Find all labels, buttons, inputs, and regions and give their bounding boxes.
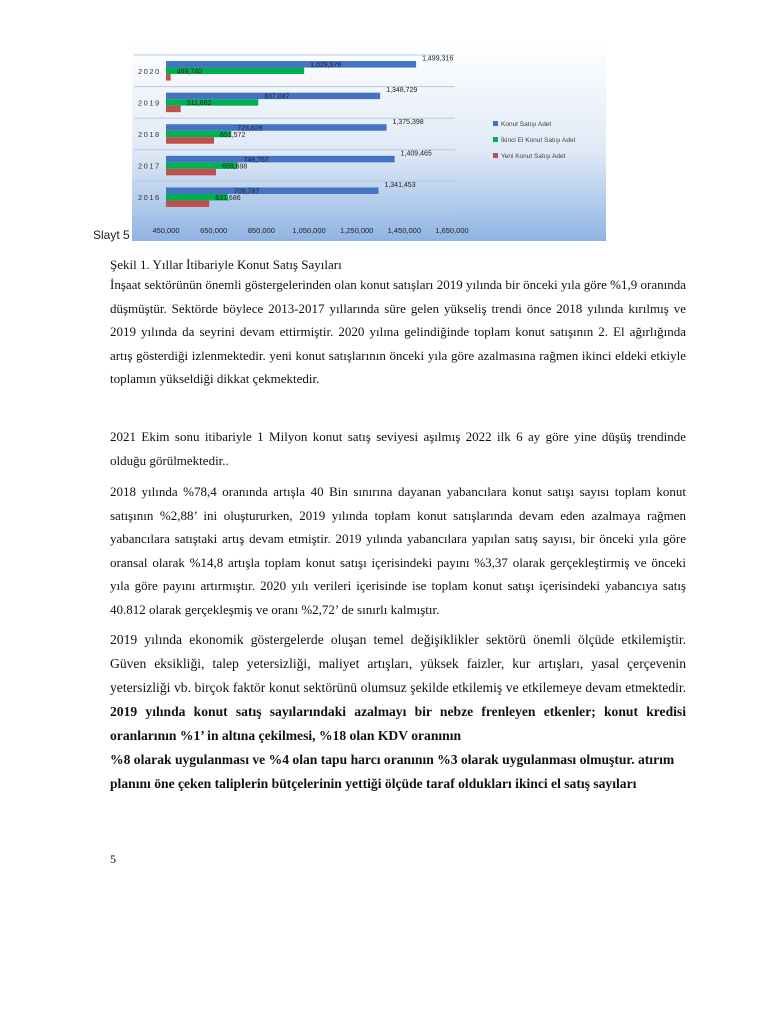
x-tick-label: 1,250,000 <box>339 226 374 235</box>
data-label: 651,572 <box>220 131 246 139</box>
data-label: 837,047 <box>264 93 290 101</box>
bar <box>166 106 181 113</box>
legend-label: Konut Satışı Adet <box>501 121 552 128</box>
data-label: 1,029,576 <box>310 62 342 70</box>
bar <box>166 137 214 144</box>
data-label: 749,767 <box>243 156 269 164</box>
paragraph-4-bold-3: planını öne çeken taliplerin bütçelerinin yettiği ölçüde taraf oldukları ikinci el satış sayıları <box>110 776 637 791</box>
legend-swatch <box>493 153 498 158</box>
data-label: 723,826 <box>237 125 263 133</box>
bar <box>166 200 209 207</box>
paragraph-1: İnşaat sektörünün önemli göstergelerinden olan konut satışları 2019 yılında bir önceki yıla göre %1,9 oranında düşmüştür. Sektörde böylece 2013-2017 yıllarında süre gelen yükseliş trendi önce 2018 yılında kırılmış ve 2019 yılında da seyrini devam ettirmiştir. 2020 yılına gelindiğinde toplam konut satışının 2. El ağırlığında artış gösterdiği izlenmektedir. yeni konut satışlarının önceki yıla göre azalmasına rağmen ikinci eldeki etkiyle toplamın yükseldiği dikkat çekmektedir. <box>110 277 686 386</box>
data-label: 631,686 <box>215 194 241 202</box>
housing-sales-chart <box>132 43 606 241</box>
x-tick-label: 650,000 <box>200 226 228 235</box>
x-tick-label: 850,000 <box>247 226 275 235</box>
data-label: 1,375,398 <box>392 118 424 126</box>
data-label: 709,787 <box>233 188 260 196</box>
slide-label: Slayt 5 <box>93 228 130 242</box>
paragraph-2: 2021 Ekim sonu itibariyle 1 Milyon konut satış seviyesi aşılmış 2022 ilk 6 ay göre yine düşüş trendinde olduğu görülmektedir.. <box>110 429 686 468</box>
data-label: 1,409,465 <box>400 150 432 158</box>
bar <box>166 187 378 194</box>
data-label: 659,698 <box>221 163 248 171</box>
category-label: 2020 <box>138 66 161 76</box>
data-label: 511,682 <box>186 100 212 108</box>
bar <box>166 156 395 163</box>
x-tick-label: 1,450,000 <box>387 226 422 235</box>
legend-label: İkinci El Konut Satışı Adet <box>501 137 576 144</box>
paragraph-3: 2018 yılında %78,4 oranında artışla 40 Bin sınırına dayanan yabancılara konut satışı sayısı toplam konut satışının %2,88’ ini oluştururken, 2019 yılında toplam konut satışlarında devam eden azalmaya rağmen yabancılara satıştaki artış devam etmiştir. 2019 yılında yabancılara yapılan satış sayısı, bir önceki yıla göre oransal olarak %14,8 artışla toplam konut satışı içerisindeki payını %3,37 olarak gerçekleştirmiş ve önceki yıla göre payını artırmıştır. 2020 yılı verileri içerisinde ise toplam konut satışı içerisindeki yabancıya satış 40.812 olarak gerçekleşmiş ve oranı %2,72’ de sınırlı kalmıştır. <box>110 484 686 617</box>
category-label: 2016 <box>138 193 161 203</box>
data-label: 1,348,729 <box>386 87 418 95</box>
category-label: 2019 <box>138 98 161 108</box>
x-tick-label: 450,000 <box>152 226 180 235</box>
figure-caption: Şekil 1. Yıllar İtibariyle Konut Satış Sayıları <box>110 257 342 272</box>
data-label: 1,499,316 <box>422 55 454 63</box>
legend-label: Yeni Konut Satışı Adet <box>501 153 566 160</box>
x-tick-label: 1,650,000 <box>435 226 469 235</box>
legend-swatch <box>493 137 498 142</box>
category-label: 2018 <box>138 130 161 139</box>
bar <box>166 169 216 176</box>
paragraph-4-bold-2: %8 olarak uygulanması ve %4 olan tapu harcı oranının %3 olarak uygulanması olmuştur. atırım <box>110 752 675 767</box>
data-label: 1,341,453 <box>384 181 416 189</box>
paragraph-4-text: 2019 yılında ekonomik göstergelerde oluşan temel değişiklikler sektörü önemli ölçüde etkilemiştir. Güven eksikliği, talep yetersizliği, maliyet artışları, yüksek faizler, kur artışları, yasal çerçevenin yetersizliği vb. birçok faktör konut sektörünü olumsuz şekilde etkilemiş ve etkilemeye devam etmektedir. <box>110 632 686 695</box>
paragraph-4 <box>110 628 686 796</box>
legend-swatch <box>493 121 498 126</box>
category-label: 2017 <box>138 161 161 171</box>
paragraph-4-bold-1: 2019 yılında konut satış sayılarındaki azalmayı bir nebze frenleyen etkenler; konut kredisi oranlarının %1’ in altına çekilmesi, %18 olan KDV oranının <box>110 704 686 743</box>
chart-svg <box>132 43 606 241</box>
bar <box>166 124 387 131</box>
bar <box>166 61 416 68</box>
page-number: 5 <box>110 852 116 866</box>
data-label: 469,740 <box>176 68 203 76</box>
bar <box>166 99 258 106</box>
bar <box>166 74 171 81</box>
x-tick-label: 1,050,000 <box>292 226 326 235</box>
